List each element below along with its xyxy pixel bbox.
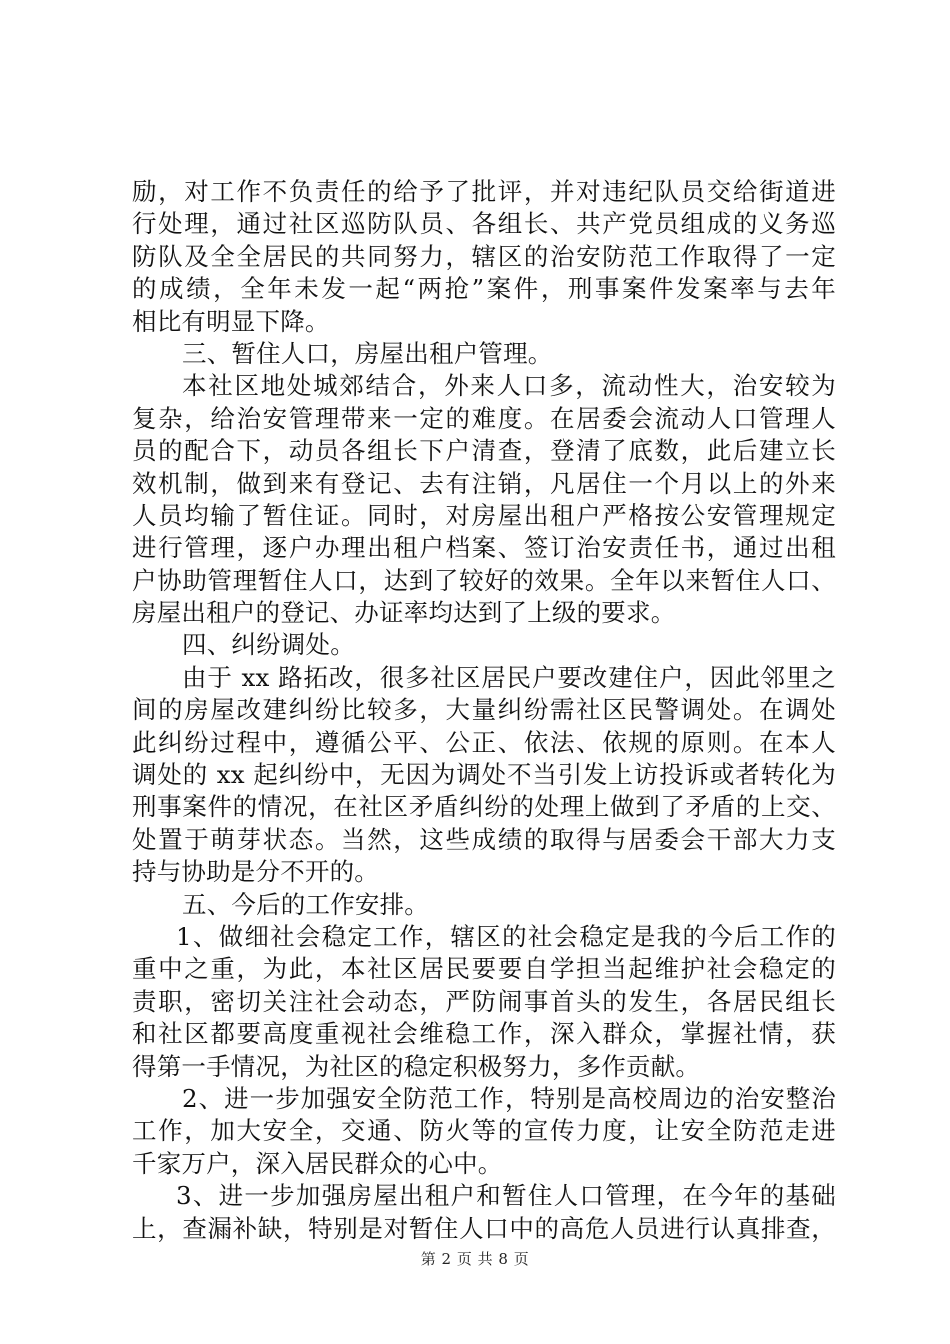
text-line: 3、进一步加强房屋出租户和暂住人口管理，在今年的基础 [176, 1181, 836, 1211]
text-line: 间的房屋改建纠纷比较多，大量纠纷需社区民警调处。在调处 [132, 695, 836, 725]
text-line: 工作，加大安全，交通、防火等的宣传力度，让安全防范走进 [132, 1116, 836, 1146]
text-line: 1、做细社会稳定工作，辖区的社会稳定是我的今后工作的 [176, 921, 836, 951]
text-line: 四、纠纷调处。 [182, 630, 355, 660]
text-line: 刑事案件的情况，在社区矛盾纠纷的处理上做到了矛盾的上交、 [132, 792, 836, 822]
text-line: 励，对工作不负责任的给予了批评，并对违纪队员交给街道进 [132, 177, 836, 206]
text-line: 人员均输了暂住证。同时，对房屋出租户严格按公安管理规定 [132, 500, 836, 530]
text-line: 行处理，通过社区巡防队员、各组长、共产党员组成的义务巡 [132, 209, 836, 239]
text-line: 进行管理，逐户办理出租户档案、签订治安责任书，通过出租 [132, 533, 836, 563]
text-line: 由于 xx 路拓改，很多社区居民户要改建住户，因此邻里之 [182, 662, 836, 692]
text-line: 持与协助是分不开的。 [132, 857, 379, 887]
text-line: 责职，密切关注社会动态，严防闹事首头的发生，各居民组长 [132, 986, 836, 1016]
text-line: 2、进一步加强安全防范工作，特别是高校周边的治安整治 [182, 1083, 836, 1113]
text-line: 房屋出租户的登记、办证率均达到了上级的要求。 [132, 598, 676, 628]
document-body [132, 176, 836, 1245]
text-line: 得第一手情况，为社区的稳定积极努力，多作贡献。 [132, 1051, 701, 1081]
text-line: 重中之重，为此，本社区居民要要自学担当起维护社会稳定的 [132, 954, 836, 984]
text-line: 户协助管理暂住人口，达到了较好的效果。全年以来暂住人口、 [132, 565, 836, 595]
text-line: 上，查漏补缺，特别是对暂住人口中的高危人员进行认真排查， [132, 1213, 836, 1243]
text-line: 和社区都要高度重视社会维稳工作，深入群众，掌握社情，获 [132, 1019, 836, 1049]
text-line: 的成绩，全年未发一起“两抢”案件，刑事案件发案率与去年 [132, 274, 836, 304]
text-line: 相比有明显下降。 [132, 306, 330, 336]
text-line: 效机制，做到来有登记、去有注销，凡居住一个月以上的外来 [132, 468, 836, 498]
text-line: 调处的 xx 起纠纷中，无因为调处不当引发上访投诉或者转化为 [132, 760, 836, 790]
text-line: 本社区地处城郊结合，外来人口多，流动性大，治安较为 [182, 371, 836, 401]
text-line: 复杂，给治安管理带来一定的难度。在居委会流动人口管理人 [132, 403, 836, 433]
text-line: 员的配合下，动员各组长下户清查，登清了底数，此后建立长 [132, 436, 836, 466]
text-line: 此纠纷过程中，遵循公平、公正、依法、依规的原则。在本人 [132, 727, 836, 757]
text-line: 防队及全全居民的共同努力，辖区的治安防范工作取得了一定 [132, 241, 836, 271]
text-line: 千家万户，深入居民群众的心中。 [132, 1148, 503, 1178]
text-line: 五、今后的工作安排。 [182, 889, 429, 919]
text-line: 三、暂住人口，房屋出租户管理。 [182, 338, 553, 368]
page-footer: 第 2 页 共 8 页 [420, 1250, 530, 1268]
text-line: 处置于萌芽状态。当然，这些成绩的取得与居委会干部大力支 [132, 824, 836, 854]
